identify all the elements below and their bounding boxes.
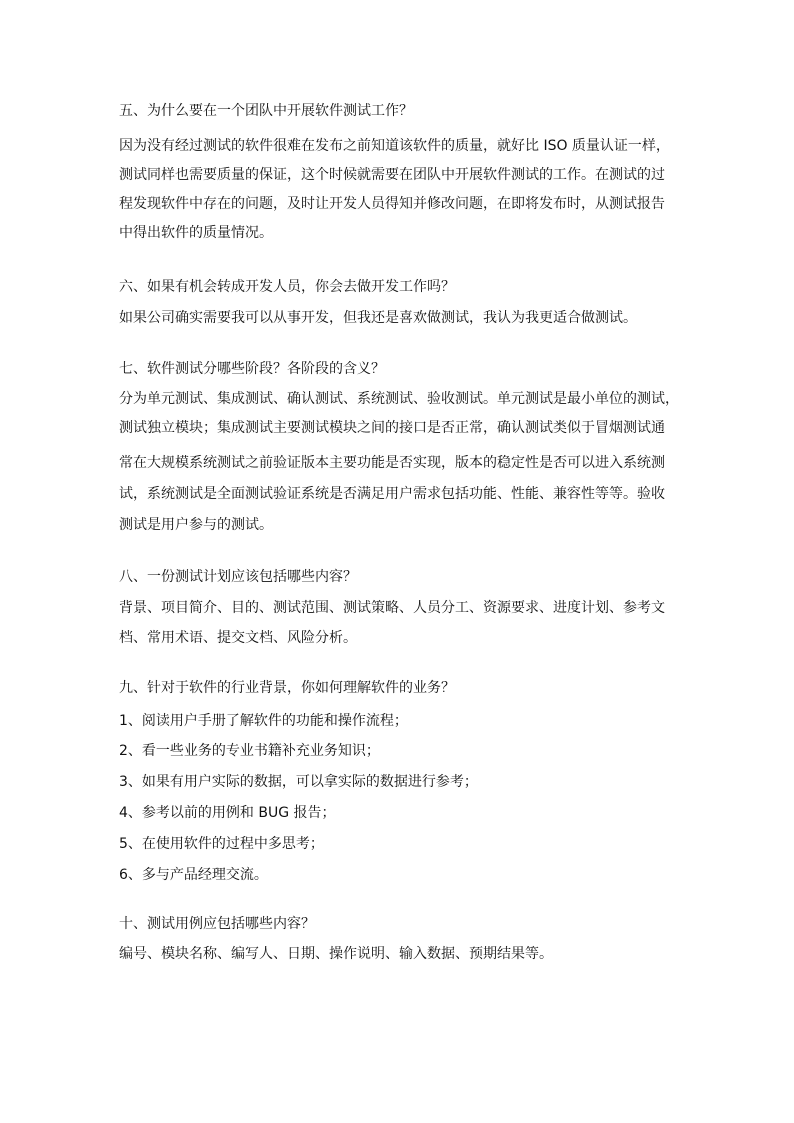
answer-7-line-1: 分为单元测试、集成测试、确认测试、系统测试、验收测试。单元测试是最小单位的测试， (119, 391, 679, 407)
answer-10-line-1: 编号、模块名称、编写人、日期、操作说明、输入数据、预期结果等。 (119, 946, 553, 962)
question-6: 六、如果有机会转成开发人员，你会去做开发工作吗？ (119, 279, 455, 295)
answer-6-line-1: 如果公司确实需要我可以从事开发，但我还是喜欢做测试，我认为我更适合做测试。 (119, 310, 637, 326)
answer-7-line-5: 测试是用户参与的测试。 (119, 517, 273, 533)
answer-8-line-2: 档、常用术语、提交文档、风险分析。 (119, 630, 357, 646)
answer-7-line-3: 常在大规模系统测试之前验证版本主要功能是否实现，版本的稳定性是否可以进入系统测 (119, 455, 665, 471)
answer-7-line-4: 试，系统测试是全面测试验证系统是否满足用户需求包括功能、性能、兼容性等等。验收 (119, 486, 665, 502)
answer-5-line-4: 中得出软件的质量情况。 (119, 225, 273, 241)
answer-9-item-6: 6、多与产品经理交流。 (119, 867, 268, 883)
answer-5-line-3: 程发现软件中存在的问题，及时让开发人员得知并修改问题，在即将发布时，从测试报告 (119, 196, 665, 212)
answer-5-line-2: 测试同样也需要质量的保证，这个时候就需要在团队中开展软件测试的工作。在测试的过 (119, 167, 665, 183)
answer-5-line-1: 因为没有经过测试的软件很难在发布之前知道该软件的质量，就好比 ISO 质量认证一样， (119, 138, 670, 154)
answer-9-item-1: 1、阅读用户手册了解软件的功能和操作流程； (119, 713, 408, 729)
answer-9-item-3: 3、如果有用户实际的数据，可以拿实际的数据进行参考； (119, 774, 478, 790)
answer-7-line-2: 测试独立模块；集成测试主要测试模块之间的接口是否正常，确认测试类似于冒烟测试通 (119, 420, 665, 436)
answer-9-item-5: 5、在使用软件的过程中多思考； (119, 836, 324, 852)
answer-8-line-1: 背景、项目简介、目的、测试范围、测试策略、人员分工、资源要求、进度计划、参考文 (119, 600, 665, 616)
answer-9-item-4: 4、参考以前的用例和 BUG 报告； (119, 805, 336, 821)
question-5: 五、为什么要在一个团队中开展软件测试工作？ (119, 103, 413, 119)
question-8: 八、一份测试计划应该包括哪些内容？ (119, 569, 357, 585)
question-9: 九、针对于软件的行业背景，你如何理解软件的业务？ (119, 680, 455, 696)
question-7: 七、软件测试分哪些阶段？各阶段的含义？ (119, 361, 385, 377)
question-10: 十、测试用例应包括哪些内容？ (119, 916, 315, 932)
answer-9-item-2: 2、看一些业务的专业书籍补充业务知识； (119, 743, 380, 759)
